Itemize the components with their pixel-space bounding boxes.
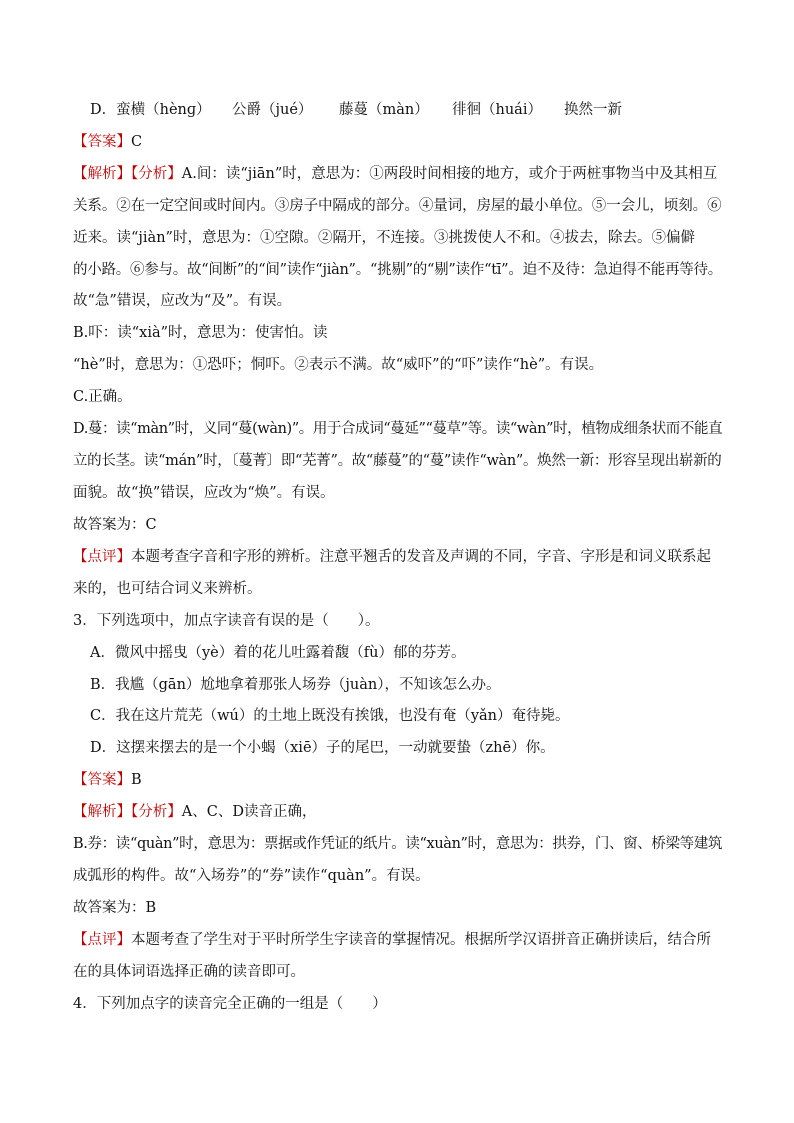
answer-tag: 【答案】 [73,134,131,150]
comment-tag: 【点评】 [73,932,131,948]
q2-analysis-line: 立的长茎。读“mán”时，〔蔓菁〕即“芜菁”。故“藤蔓”的“蔓”读作“wàn”。焕然一新：形容呈现出崭新的 [73,453,722,469]
analysis-tag: 【解析】【分析】 [73,804,182,820]
answer-value: B [131,772,142,788]
option-d-word-5: 换然一新 [564,102,622,118]
q3-option-d: D．这摆来摆去的是一个小蝎（xiē）子的尾巴，一动就要蛰（zhē）你。 [90,740,555,756]
q2-analysis-line: 的小路。⑥参与。故“间断”的“间”读作“jiàn”。“挑剔”的“剔”读作“tī”。迫不及待：急迫得不能再等待。 [73,262,723,278]
q3-analysis-line: 成弧形的构件。故“入场券”的“券”读作“quàn”。有误。 [73,868,430,884]
q2-analysis-line: “hè”时，意思为：①恐吓；恫吓。②表示不满。故“威吓”的“吓”读作“hè”。有误。 [73,357,604,373]
q3-question: 3．下列选项中，加点字读音有误的是（ ）。 [73,613,380,629]
comment-tag: 【点评】 [73,549,131,565]
q2-analysis-line: B.吓：读“xià”时，意思为：使害怕。读 [73,325,328,341]
answer-value: C [131,134,143,150]
option-d-label: D．蛮横（hènɡ） [90,102,211,118]
q3-conclusion: 故答案为：B [73,900,157,916]
q3-comment: 【点评】本题考查了学生对于平时所学生字读音的掌握情况。根据所学汉语拼音正确拼读后，结合所 [73,932,711,948]
q3-analysis: 【解析】【分析】A、C、D读音正确， [73,804,317,820]
option-d-word-3: 藤蔓（màn） [339,102,429,118]
q3-answer [73,770,142,790]
q2-comment-line: 来的，也可结合词义来辨析。 [73,581,262,597]
q3-comment-line: 在的具体词语选择正确的读音即可。 [73,964,305,980]
q3-option-a: A．微风中摇曳（yè）着的花儿吐露着馥（fù）郁的芬芳。 [90,645,466,661]
q3-analysis-line: B.券：读“quàn”时，意思为：票据或作凭证的纸片。读“xuàn”时，意思为：拱券，门、窗、桥梁等建筑 [73,836,723,852]
q2-analysis-line: 【解析】【分析】A.间：读“jiān”时，意思为：①两段时间相接的地方，或介于两桩事物当中及其相互 [73,166,718,182]
q2-analysis-line: 近来。读“jiàn”时，意思为：①空隙。②隔开，不连接。③挑拨使人不和。④拔去，除去。⑤偏僻 [73,230,695,246]
q2-analysis-line: C.正确。 [73,389,132,405]
q4-question: 4．下列加点字的读音完全正确的一组是（ ） [73,996,387,1012]
prev-option-d [90,100,690,120]
answer-tag: 【答案】 [73,772,131,788]
q2-conclusion: 故答案为：C [73,517,157,533]
analysis-tag: 【解析】【分析】 [73,166,182,182]
q2-analysis-line: 故“急”错误，应改为“及”。有误。 [73,293,292,309]
q2-comment: 【点评】本题考查字音和字形的辨析。注意平翘舌的发音及声调的不同，字音、字形是和词义联系起 [73,549,711,565]
q3-option-c: C．我在这片荒芜（wú）的土地上既没有挨饿，也没有奄（yǎn）奄待毙。 [90,708,570,724]
q2-analysis-line: 面貌。故“换”错误，应改为“焕”。有误。 [73,485,335,501]
q2-analysis-line: 关系。②在一定空间或时间内。③房子中隔成的部分。④量词，房屋的最小单位。⑤一会儿，顷刻。⑥ [73,198,722,214]
q2-analysis-line: D.蔓：读“màn”时，义同“蔓(wàn)”。用于合成词“蔓延”“蔓草”等。读“wàn”时，植物成细条状而不能直 [73,421,723,437]
q2-answer [73,132,142,152]
option-d-word-4: 徘徊（huái） [452,102,542,118]
option-d-word-2: 公爵（jué） [232,102,313,118]
q3-option-b: B．我尴（gān）尬地拿着那张人场券（juàn），不知该怎么办。 [90,677,501,693]
